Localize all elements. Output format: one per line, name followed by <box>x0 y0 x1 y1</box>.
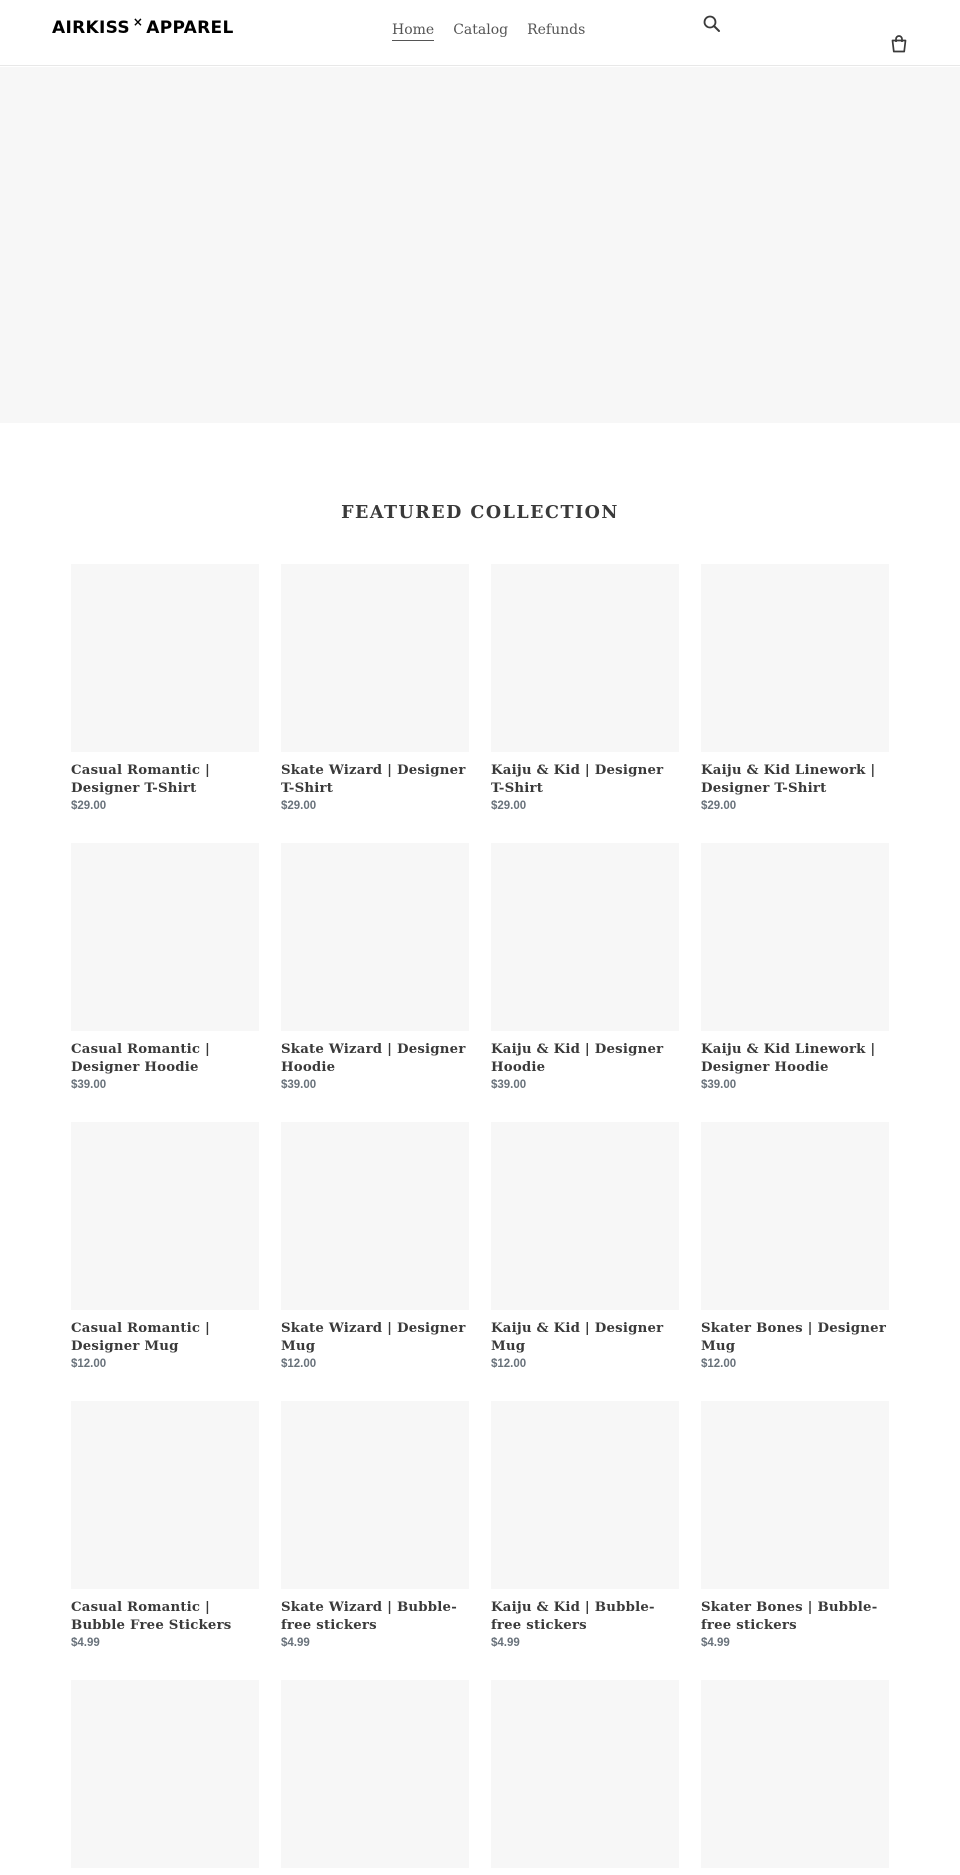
logo-text-left: AIRKISS <box>52 18 130 38</box>
product-image <box>71 1401 259 1589</box>
product-price: $39.00 <box>71 1079 107 1091</box>
product-card[interactable] <box>281 843 469 1122</box>
product-card[interactable] <box>701 564 889 843</box>
product-price: $12.00 <box>71 1358 107 1370</box>
product-image <box>281 564 469 752</box>
product-image <box>281 1680 469 1868</box>
product-price: $29.00 <box>71 800 107 812</box>
product-card[interactable] <box>491 1401 679 1680</box>
product-grid <box>71 564 889 1875</box>
product-image <box>701 1122 889 1310</box>
search-icon[interactable] <box>702 14 722 34</box>
product-price: $4.99 <box>71 1637 100 1649</box>
product-card[interactable] <box>281 1401 469 1680</box>
product-price: $12.00 <box>281 1358 317 1370</box>
product-card[interactable] <box>701 1680 889 1875</box>
product-price: $12.00 <box>491 1358 527 1370</box>
product-title: Casual Romantic | Designer T-Shirt <box>71 763 211 796</box>
product-price: $39.00 <box>281 1079 317 1091</box>
site-header <box>0 0 960 66</box>
logo-text-right: APPAREL <box>146 18 234 38</box>
product-price: $4.99 <box>701 1637 730 1649</box>
product-card[interactable] <box>491 843 679 1122</box>
product-title: Kaiju & Kid | Designer Hoodie <box>491 1042 664 1075</box>
product-card[interactable] <box>71 843 259 1122</box>
product-image <box>701 843 889 1031</box>
product-card[interactable] <box>281 1122 469 1401</box>
product-title: Casual Romantic | Designer Mug <box>71 1321 211 1354</box>
product-card[interactable] <box>71 1122 259 1401</box>
product-title: Skater Bones | Designer Mug <box>701 1321 887 1354</box>
product-title: Kaiju & Kid | Bubble-free stickers <box>491 1600 655 1633</box>
product-title: Casual Romantic | Designer Hoodie <box>71 1042 211 1075</box>
product-price: $29.00 <box>491 800 527 812</box>
product-card[interactable] <box>71 1401 259 1680</box>
nav-refunds-link[interactable]: Refunds <box>527 22 586 38</box>
hero-image-placeholder <box>0 67 960 423</box>
cart-icon[interactable] <box>889 34 909 54</box>
product-image <box>491 564 679 752</box>
product-title: Kaiju & Kid Linework | Designer Hoodie <box>701 1042 876 1075</box>
product-card[interactable] <box>701 1401 889 1680</box>
product-title: Skate Wizard | Designer Mug <box>281 1321 466 1354</box>
featured-collection-title: FEATURED COLLECTION <box>341 503 619 523</box>
product-price: $39.00 <box>491 1079 527 1091</box>
product-image <box>281 1401 469 1589</box>
logo-mark: × <box>132 15 144 29</box>
product-card[interactable] <box>491 564 679 843</box>
product-title: Skate Wizard | Designer Hoodie <box>281 1042 466 1075</box>
product-title: Casual Romantic | Bubble Free Stickers <box>71 1600 232 1633</box>
product-price: $29.00 <box>281 800 317 812</box>
product-image <box>71 564 259 752</box>
product-price: $39.00 <box>701 1079 737 1091</box>
product-image <box>701 1680 889 1868</box>
product-image <box>701 1401 889 1589</box>
nav-home-link[interactable]: Home <box>392 22 434 41</box>
product-price: $4.99 <box>491 1637 520 1649</box>
product-card[interactable] <box>491 1680 679 1875</box>
product-image <box>701 564 889 752</box>
product-image <box>281 843 469 1031</box>
product-image <box>491 1680 679 1868</box>
product-title: Skate Wizard | Bubble-free stickers <box>281 1600 457 1633</box>
product-price: $4.99 <box>281 1637 310 1649</box>
product-card[interactable] <box>71 1680 259 1875</box>
product-image <box>71 1680 259 1868</box>
product-image <box>491 843 679 1031</box>
product-image <box>491 1401 679 1589</box>
product-title: Kaiju & Kid | Designer Mug <box>491 1321 664 1354</box>
product-card[interactable] <box>491 1122 679 1401</box>
product-title: Kaiju & Kid | Designer T-Shirt <box>491 763 664 796</box>
product-image <box>281 1122 469 1310</box>
product-card[interactable] <box>71 564 259 843</box>
product-card[interactable] <box>701 1122 889 1401</box>
product-card[interactable] <box>281 1680 469 1875</box>
product-price: $12.00 <box>701 1358 737 1370</box>
store-logo[interactable] <box>52 15 234 38</box>
product-title: Skate Wizard | Designer T-Shirt <box>281 763 466 796</box>
product-image <box>71 1122 259 1310</box>
product-title: Kaiju & Kid Linework | Designer T-Shirt <box>701 763 876 796</box>
product-card[interactable] <box>701 843 889 1122</box>
product-card[interactable] <box>281 564 469 843</box>
main-nav <box>392 22 585 41</box>
product-price: $29.00 <box>701 800 737 812</box>
nav-catalog-link[interactable]: Catalog <box>453 22 509 38</box>
product-image <box>71 843 259 1031</box>
product-image <box>491 1122 679 1310</box>
product-title: Skater Bones | Bubble-free stickers <box>701 1600 878 1633</box>
